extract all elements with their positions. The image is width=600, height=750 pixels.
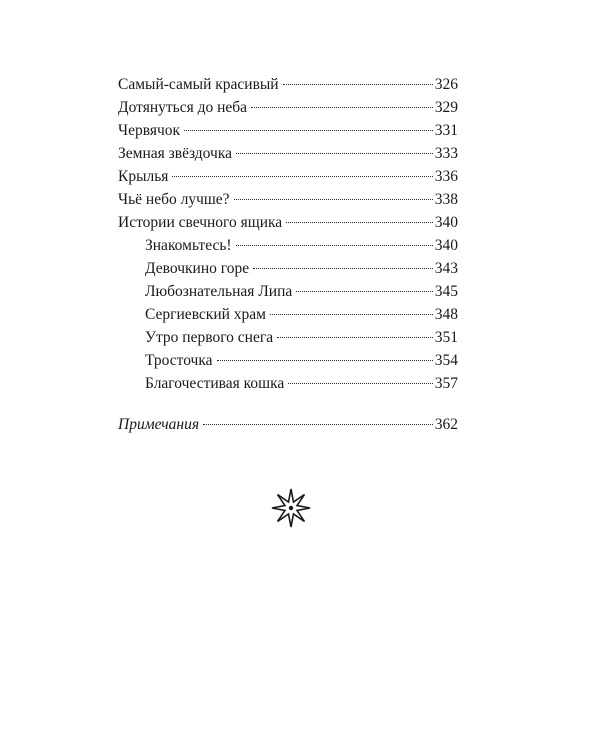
toc-entry-page: 336 (434, 168, 458, 185)
dot-leader (277, 337, 433, 338)
dot-leader (236, 153, 433, 154)
toc-sub-entry[interactable] (145, 257, 458, 280)
toc-entry-page: 333 (434, 145, 458, 162)
toc-entry[interactable] (118, 211, 458, 234)
toc-sub-entry[interactable] (145, 349, 458, 372)
toc-entry[interactable] (118, 96, 458, 119)
toc-entry-title: Земная звёздочка (118, 145, 233, 162)
dot-leader (251, 107, 433, 108)
toc-sub-entry[interactable] (145, 280, 458, 303)
toc-entry-title: Девочкино горе (145, 260, 250, 277)
dot-leader (283, 84, 433, 85)
toc-notes-entry[interactable] (118, 413, 458, 436)
toc-entry-title: Знакомьтесь! (145, 237, 232, 254)
toc-entry-title: Дотянуться до неба (118, 99, 248, 116)
toc-entry-title: Червячок (118, 122, 181, 139)
dot-leader (234, 199, 433, 200)
toc-entry-page: 343 (434, 260, 458, 277)
toc-sub-entry[interactable] (145, 326, 458, 349)
toc-entry-page: 340 (434, 214, 458, 231)
toc-entry[interactable] (118, 188, 458, 211)
dot-leader (288, 383, 433, 384)
dot-leader (172, 176, 432, 177)
toc-entry-page: 357 (434, 375, 458, 392)
toc-entry-page: 351 (434, 329, 458, 346)
toc-entry-page: 354 (434, 352, 458, 369)
toc-entry-title: Любознательная Липа (145, 283, 293, 300)
dot-leader (203, 424, 433, 425)
table-of-contents (118, 73, 458, 436)
dot-leader (296, 291, 433, 292)
toc-entry-page: 345 (434, 283, 458, 300)
toc-sub-entry[interactable] (145, 372, 458, 395)
toc-entry-page: 362 (434, 416, 458, 433)
toc-entry[interactable] (118, 165, 458, 188)
toc-entry-title: Тросточка (145, 352, 213, 369)
toc-entry[interactable] (118, 142, 458, 165)
toc-sub-entry[interactable] (145, 234, 458, 257)
toc-entry-title: Истории свечного ящика (118, 214, 283, 231)
dot-leader (217, 360, 433, 361)
toc-entry-title: Утро первого снега (145, 329, 274, 346)
toc-entry-title: Сергиевский храм (145, 306, 266, 323)
toc-entry[interactable] (118, 119, 458, 142)
toc-entry-page: 326 (434, 76, 458, 93)
toc-entry-page: 340 (434, 237, 458, 254)
dot-leader (184, 130, 433, 131)
dot-leader (236, 245, 433, 246)
dot-leader (286, 222, 433, 223)
toc-entry-page: 348 (434, 306, 458, 323)
toc-entry-page: 329 (434, 99, 458, 116)
toc-entry-page: 331 (434, 122, 458, 139)
toc-entry-title: Примечания (118, 416, 200, 433)
toc-sub-entry[interactable] (145, 303, 458, 326)
toc-entry-page: 338 (434, 191, 458, 208)
toc-entry-title: Крылья (118, 168, 169, 185)
dot-leader (253, 268, 433, 269)
toc-entry-title: Самый-самый красивый (118, 76, 279, 93)
dot-leader (270, 314, 433, 315)
star-ornament-icon (269, 486, 313, 530)
toc-entry-title: Чьё небо лучше? (118, 191, 230, 208)
toc-entry-title: Благочестивая кошка (145, 375, 285, 392)
toc-entry[interactable] (118, 73, 458, 96)
